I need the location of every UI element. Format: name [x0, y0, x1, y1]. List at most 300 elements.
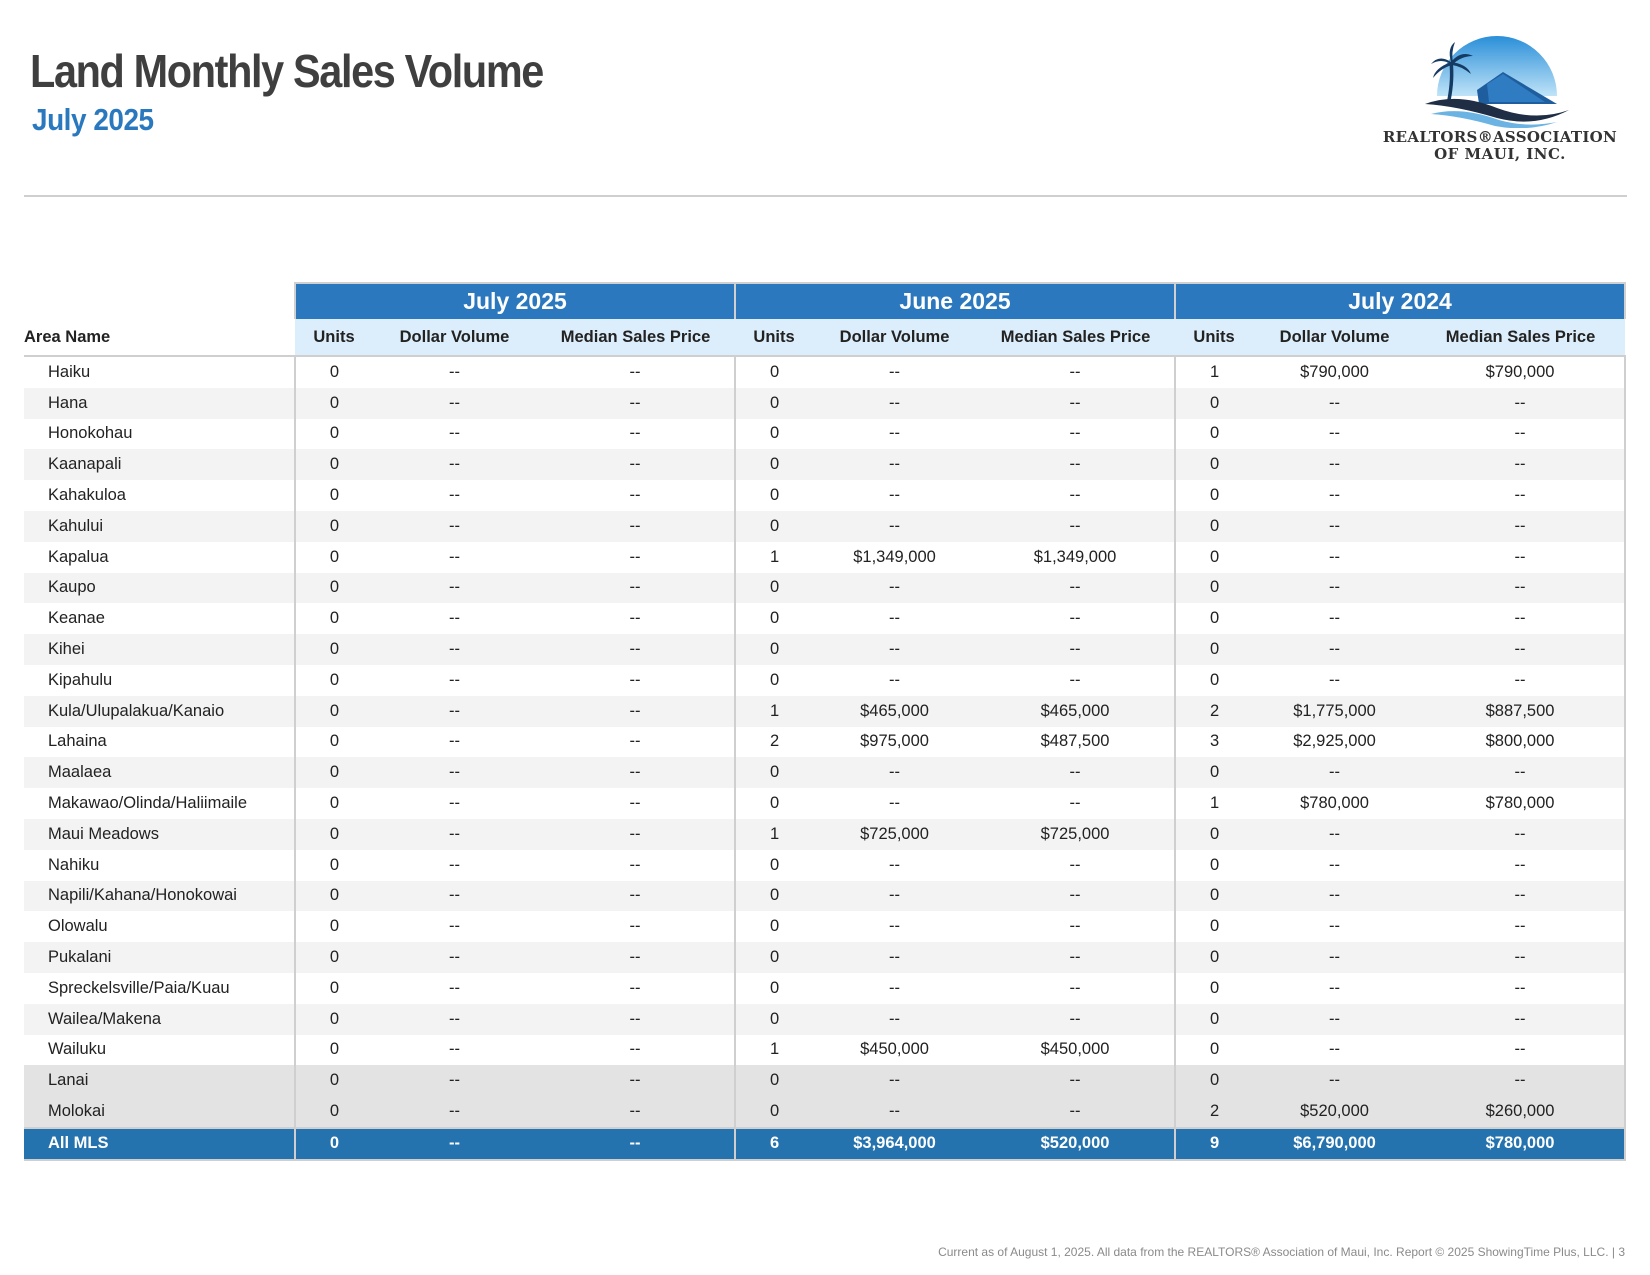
units-cell: 0 [735, 388, 813, 419]
table-row [24, 1096, 1625, 1128]
median-price-cell: -- [976, 942, 1175, 973]
dollar-volume-cell: -- [373, 573, 536, 604]
median-price-cell: -- [976, 419, 1175, 450]
units-cell: 2 [735, 727, 813, 758]
dollar-volume-cell: -- [1253, 419, 1416, 450]
area-name-cell: Kahakuloa [24, 480, 295, 511]
dollar-volume-cell: -- [373, 1004, 536, 1035]
area-name-cell: Wailuku [24, 1035, 295, 1066]
median-price-cell: -- [976, 788, 1175, 819]
units-cell: 1 [735, 819, 813, 850]
logo-text-line2: OF MAUI, INC. [1434, 145, 1566, 163]
units-cell: 0 [295, 419, 373, 450]
units-cell: 0 [735, 973, 813, 1004]
column-header-dollar-volume: Dollar Volume [373, 319, 536, 356]
median-price-cell: $725,000 [976, 819, 1175, 850]
dollar-volume-cell: -- [813, 665, 976, 696]
units-cell: 1 [735, 542, 813, 573]
units-cell: 0 [295, 634, 373, 665]
units-cell: 0 [1175, 973, 1253, 1004]
table-row [24, 542, 1625, 573]
median-price-cell: -- [1416, 881, 1625, 912]
units-cell: 0 [735, 1004, 813, 1035]
dollar-volume-cell: -- [373, 788, 536, 819]
median-price-cell: -- [976, 634, 1175, 665]
dollar-volume-cell: -- [373, 1065, 536, 1096]
table-row [24, 480, 1625, 511]
units-cell: 0 [735, 449, 813, 480]
dollar-volume-cell: $790,000 [1253, 356, 1416, 388]
dollar-volume-cell: -- [813, 1065, 976, 1096]
table-row [24, 973, 1625, 1004]
units-cell: 0 [1175, 388, 1253, 419]
median-price-cell: -- [976, 850, 1175, 881]
dollar-volume-cell: -- [813, 511, 976, 542]
dollar-volume-cell: -- [813, 973, 976, 1004]
dollar-volume-cell: -- [1253, 942, 1416, 973]
area-name-cell: Keanae [24, 603, 295, 634]
dollar-volume-cell: -- [373, 757, 536, 788]
period-header-june-2025: June 2025 [735, 283, 1175, 319]
median-price-cell: -- [976, 1065, 1175, 1096]
area-name-cell: Haiku [24, 356, 295, 388]
table-row [24, 449, 1625, 480]
median-price-cell: -- [1416, 573, 1625, 604]
table-row [24, 788, 1625, 819]
units-cell: 0 [295, 973, 373, 1004]
median-price-cell: -- [1416, 1065, 1625, 1096]
units-cell: 0 [295, 356, 373, 388]
house-palm-logo-icon [1417, 34, 1577, 128]
table-row [24, 1004, 1625, 1035]
units-cell: 0 [735, 419, 813, 450]
column-header-area: Area Name [24, 319, 295, 356]
units-cell: 0 [295, 881, 373, 912]
dollar-volume-cell: -- [813, 911, 976, 942]
dollar-volume-cell: -- [373, 911, 536, 942]
dollar-volume-cell: -- [1253, 511, 1416, 542]
median-price-cell: -- [536, 480, 735, 511]
median-price-cell: -- [1416, 819, 1625, 850]
table-row [24, 727, 1625, 758]
dollar-volume-cell: -- [813, 449, 976, 480]
column-header-units: Units [1175, 319, 1253, 356]
median-price-cell: $260,000 [1416, 1096, 1625, 1128]
dollar-volume-cell: -- [373, 480, 536, 511]
table-row [24, 881, 1625, 912]
median-price-cell: -- [536, 603, 735, 634]
area-name-cell: Hana [24, 388, 295, 419]
median-price-cell: -- [536, 911, 735, 942]
table-row [24, 1035, 1625, 1066]
units-cell: 0 [1175, 419, 1253, 450]
dollar-volume-cell: -- [373, 603, 536, 634]
dollar-volume-cell: -- [813, 757, 976, 788]
median-price-cell: -- [1416, 511, 1625, 542]
dollar-volume-cell: -- [1253, 573, 1416, 604]
units-cell: 0 [735, 881, 813, 912]
units-cell: 0 [295, 1035, 373, 1066]
median-price-cell: -- [536, 573, 735, 604]
area-name-cell: Kaanapali [24, 449, 295, 480]
dollar-volume-cell: $2,925,000 [1253, 727, 1416, 758]
median-price-cell: -- [1416, 757, 1625, 788]
units-cell: 0 [295, 1096, 373, 1128]
area-name-cell: Nahiku [24, 850, 295, 881]
dollar-volume-cell: $1,349,000 [813, 542, 976, 573]
dollar-volume-cell: -- [813, 388, 976, 419]
dollar-volume-cell: -- [373, 850, 536, 881]
dollar-volume-cell: -- [373, 881, 536, 912]
median-price-cell: -- [1416, 1004, 1625, 1035]
table-row [24, 757, 1625, 788]
median-price-cell: -- [536, 757, 735, 788]
dollar-volume-cell: $1,775,000 [1253, 696, 1416, 727]
units-cell: 0 [735, 573, 813, 604]
units-cell: 0 [295, 665, 373, 696]
dollar-volume-cell: -- [373, 727, 536, 758]
units-cell: 0 [295, 603, 373, 634]
period-header-july-2025: July 2025 [295, 283, 735, 319]
units-cell: 0 [1175, 1065, 1253, 1096]
median-price-cell: -- [1416, 634, 1625, 665]
dollar-volume-cell: -- [373, 449, 536, 480]
median-price-cell: -- [536, 1004, 735, 1035]
median-price-cell: -- [536, 419, 735, 450]
logo-text-line1: REALTORS®ASSOCIATION [1382, 128, 1618, 146]
area-name-cell: Honokohau [24, 419, 295, 450]
median-price-cell: $800,000 [1416, 727, 1625, 758]
table-row [24, 911, 1625, 942]
area-name-cell: Wailea/Makena [24, 1004, 295, 1035]
dollar-volume-cell: -- [373, 419, 536, 450]
dollar-volume-cell: -- [373, 356, 536, 388]
units-cell: 0 [295, 388, 373, 419]
median-price-cell: $780,000 [1416, 1128, 1625, 1160]
units-cell: 0 [735, 1065, 813, 1096]
units-cell: 0 [1175, 1004, 1253, 1035]
dollar-volume-cell: -- [1253, 603, 1416, 634]
period-header-july-2024: July 2024 [1175, 283, 1625, 319]
median-price-cell: $790,000 [1416, 356, 1625, 388]
units-cell: 0 [1175, 850, 1253, 881]
dollar-volume-cell: $450,000 [813, 1035, 976, 1066]
median-price-cell: -- [976, 388, 1175, 419]
table-row [24, 942, 1625, 973]
units-cell: 0 [295, 480, 373, 511]
units-cell: 0 [735, 356, 813, 388]
dollar-volume-cell: -- [1253, 1065, 1416, 1096]
units-cell: 0 [1175, 603, 1253, 634]
units-cell: 6 [735, 1128, 813, 1160]
dollar-volume-cell: -- [813, 603, 976, 634]
column-header-median-price: Median Sales Price [1416, 319, 1625, 356]
dollar-volume-cell: -- [1253, 881, 1416, 912]
median-price-cell: -- [536, 1096, 735, 1128]
units-cell: 0 [1175, 819, 1253, 850]
dollar-volume-cell: -- [1253, 973, 1416, 1004]
units-cell: 0 [735, 665, 813, 696]
area-name-cell: Maalaea [24, 757, 295, 788]
table-row [24, 634, 1625, 665]
sales-volume-table [24, 282, 1626, 1161]
dollar-volume-cell: -- [813, 480, 976, 511]
median-price-cell: -- [536, 449, 735, 480]
median-price-cell: -- [536, 881, 735, 912]
area-name-cell: Kula/Ulupalakua/Kanaio [24, 696, 295, 727]
median-price-cell: -- [976, 449, 1175, 480]
units-cell: 1 [1175, 788, 1253, 819]
column-header-dollar-volume: Dollar Volume [1253, 319, 1416, 356]
units-cell: 0 [295, 819, 373, 850]
units-cell: 2 [1175, 1096, 1253, 1128]
column-header-dollar-volume: Dollar Volume [813, 319, 976, 356]
dollar-volume-cell: $465,000 [813, 696, 976, 727]
column-header-median-price: Median Sales Price [536, 319, 735, 356]
dollar-volume-cell: -- [813, 942, 976, 973]
median-price-cell: -- [536, 973, 735, 1004]
median-price-cell: -- [536, 788, 735, 819]
units-cell: 0 [1175, 573, 1253, 604]
median-price-cell: -- [976, 511, 1175, 542]
dollar-volume-cell: -- [813, 634, 976, 665]
dollar-volume-cell: -- [373, 819, 536, 850]
units-cell: 0 [735, 788, 813, 819]
units-cell: 0 [295, 942, 373, 973]
table-row [24, 850, 1625, 881]
units-cell: 0 [1175, 634, 1253, 665]
median-price-cell: -- [976, 1004, 1175, 1035]
area-name-cell: Kipahulu [24, 665, 295, 696]
units-cell: 0 [295, 1065, 373, 1096]
median-price-cell: -- [976, 973, 1175, 1004]
median-price-cell: -- [536, 634, 735, 665]
dollar-volume-cell: -- [813, 356, 976, 388]
units-cell: 0 [295, 1128, 373, 1160]
page-subtitle: July 2025 [32, 102, 154, 137]
median-price-cell: -- [536, 388, 735, 419]
units-cell: 0 [735, 603, 813, 634]
median-price-cell: -- [536, 850, 735, 881]
table-body [24, 356, 1625, 1160]
dollar-volume-cell: -- [373, 388, 536, 419]
dollar-volume-cell: -- [1253, 1004, 1416, 1035]
units-cell: 0 [1175, 511, 1253, 542]
median-price-cell: $487,500 [976, 727, 1175, 758]
units-cell: 0 [295, 727, 373, 758]
dollar-volume-cell: -- [373, 1128, 536, 1160]
dollar-volume-cell: -- [373, 511, 536, 542]
units-cell: 0 [295, 911, 373, 942]
units-cell: 1 [735, 696, 813, 727]
units-cell: 3 [1175, 727, 1253, 758]
units-cell: 0 [1175, 911, 1253, 942]
dollar-volume-cell: -- [1253, 911, 1416, 942]
median-price-cell: $465,000 [976, 696, 1175, 727]
dollar-volume-cell: -- [373, 665, 536, 696]
units-cell: 0 [735, 911, 813, 942]
median-price-cell: -- [1416, 603, 1625, 634]
dollar-volume-cell: $975,000 [813, 727, 976, 758]
median-price-cell: $520,000 [976, 1128, 1175, 1160]
association-logo [1375, 30, 1625, 170]
dollar-volume-cell: -- [813, 881, 976, 912]
area-name-cell: Pukalani [24, 942, 295, 973]
median-price-cell: $887,500 [1416, 696, 1625, 727]
column-header-row [24, 319, 1625, 356]
dollar-volume-cell: -- [1253, 634, 1416, 665]
dollar-volume-cell: -- [813, 850, 976, 881]
table-row [24, 511, 1625, 542]
units-cell: 0 [735, 942, 813, 973]
dollar-volume-cell: -- [1253, 1035, 1416, 1066]
units-cell: 0 [295, 1004, 373, 1035]
dollar-volume-cell: -- [373, 1096, 536, 1128]
units-cell: 0 [295, 573, 373, 604]
dollar-volume-cell: -- [1253, 757, 1416, 788]
median-price-cell: -- [536, 1065, 735, 1096]
median-price-cell: $780,000 [1416, 788, 1625, 819]
median-price-cell: -- [976, 356, 1175, 388]
dollar-volume-cell: -- [1253, 665, 1416, 696]
median-price-cell: -- [536, 356, 735, 388]
median-price-cell: -- [1416, 388, 1625, 419]
median-price-cell: -- [536, 511, 735, 542]
median-price-cell: -- [976, 573, 1175, 604]
median-price-cell: -- [1416, 1035, 1625, 1066]
dollar-volume-cell: -- [1253, 388, 1416, 419]
table-row [24, 819, 1625, 850]
table-row [24, 1065, 1625, 1096]
column-header-units: Units [295, 319, 373, 356]
dollar-volume-cell: -- [373, 942, 536, 973]
median-price-cell: $1,349,000 [976, 542, 1175, 573]
median-price-cell: -- [536, 819, 735, 850]
median-price-cell: -- [1416, 942, 1625, 973]
median-price-cell: -- [976, 1096, 1175, 1128]
median-price-cell: -- [1416, 419, 1625, 450]
area-name-cell: Olowalu [24, 911, 295, 942]
area-name-cell: Spreckelsville/Paia/Kuau [24, 973, 295, 1004]
area-name-cell: Molokai [24, 1096, 295, 1128]
median-price-cell: -- [536, 542, 735, 573]
units-cell: 9 [1175, 1128, 1253, 1160]
area-name-cell: Kaupo [24, 573, 295, 604]
median-price-cell: -- [1416, 480, 1625, 511]
median-price-cell: -- [1416, 850, 1625, 881]
dollar-volume-cell: -- [373, 696, 536, 727]
median-price-cell: -- [1416, 911, 1625, 942]
dollar-volume-cell: -- [1253, 850, 1416, 881]
dollar-volume-cell: $725,000 [813, 819, 976, 850]
median-price-cell: -- [976, 480, 1175, 511]
median-price-cell: -- [536, 942, 735, 973]
footer-note: Current as of August 1, 2025. All data from the REALTORS® Association of Maui, Inc. Report © 2025 ShowingTime Plus, LLC. | 3 [938, 1245, 1625, 1259]
median-price-cell: -- [976, 757, 1175, 788]
median-price-cell: $450,000 [976, 1035, 1175, 1066]
units-cell: 0 [1175, 881, 1253, 912]
table-row [24, 573, 1625, 604]
area-name-cell: Lahaina [24, 727, 295, 758]
dollar-volume-cell: -- [813, 1096, 976, 1128]
units-cell: 0 [295, 542, 373, 573]
table-row [24, 419, 1625, 450]
dollar-volume-cell: -- [373, 542, 536, 573]
units-cell: 1 [735, 1035, 813, 1066]
units-cell: 0 [735, 634, 813, 665]
units-cell: 0 [1175, 1035, 1253, 1066]
units-cell: 0 [295, 788, 373, 819]
period-header-row [24, 283, 1625, 319]
dollar-volume-cell: -- [373, 1035, 536, 1066]
units-cell: 0 [1175, 757, 1253, 788]
table-total-row [24, 1128, 1625, 1160]
dollar-volume-cell: -- [1253, 480, 1416, 511]
dollar-volume-cell: $520,000 [1253, 1096, 1416, 1128]
table-row [24, 603, 1625, 634]
units-cell: 2 [1175, 696, 1253, 727]
units-cell: 0 [295, 449, 373, 480]
dollar-volume-cell: -- [373, 973, 536, 1004]
units-cell: 0 [1175, 449, 1253, 480]
median-price-cell: -- [1416, 449, 1625, 480]
median-price-cell: -- [536, 727, 735, 758]
dollar-volume-cell: -- [1253, 819, 1416, 850]
units-cell: 0 [735, 850, 813, 881]
median-price-cell: -- [976, 665, 1175, 696]
area-name-cell: Maui Meadows [24, 819, 295, 850]
dollar-volume-cell: -- [813, 1004, 976, 1035]
median-price-cell: -- [536, 665, 735, 696]
dollar-volume-cell: -- [813, 788, 976, 819]
median-price-cell: -- [536, 696, 735, 727]
units-cell: 0 [735, 511, 813, 542]
area-name-cell: All MLS [24, 1128, 295, 1160]
units-cell: 0 [1175, 942, 1253, 973]
column-header-units: Units [735, 319, 813, 356]
header-divider [24, 195, 1627, 197]
median-price-cell: -- [1416, 665, 1625, 696]
area-name-cell: Kihei [24, 634, 295, 665]
median-price-cell: -- [536, 1035, 735, 1066]
units-cell: 0 [1175, 665, 1253, 696]
dollar-volume-cell: -- [1253, 542, 1416, 573]
table-row [24, 356, 1625, 388]
area-name-cell: Kapalua [24, 542, 295, 573]
units-cell: 0 [295, 511, 373, 542]
area-name-cell: Lanai [24, 1065, 295, 1096]
table-row [24, 388, 1625, 419]
units-cell: 0 [295, 757, 373, 788]
median-price-cell: -- [976, 911, 1175, 942]
page-title: Land Monthly Sales Volume [30, 45, 543, 97]
period-header-spacer [24, 283, 295, 319]
area-name-cell: Makawao/Olinda/Haliimaile [24, 788, 295, 819]
units-cell: 0 [1175, 542, 1253, 573]
dollar-volume-cell: $780,000 [1253, 788, 1416, 819]
median-price-cell: -- [1416, 973, 1625, 1004]
units-cell: 0 [295, 696, 373, 727]
units-cell: 0 [295, 850, 373, 881]
median-price-cell: -- [1416, 542, 1625, 573]
dollar-volume-cell: -- [813, 419, 976, 450]
area-name-cell: Kahului [24, 511, 295, 542]
dollar-volume-cell: -- [813, 573, 976, 604]
median-price-cell: -- [976, 881, 1175, 912]
median-price-cell: -- [536, 1128, 735, 1160]
units-cell: 1 [1175, 356, 1253, 388]
dollar-volume-cell: -- [373, 634, 536, 665]
